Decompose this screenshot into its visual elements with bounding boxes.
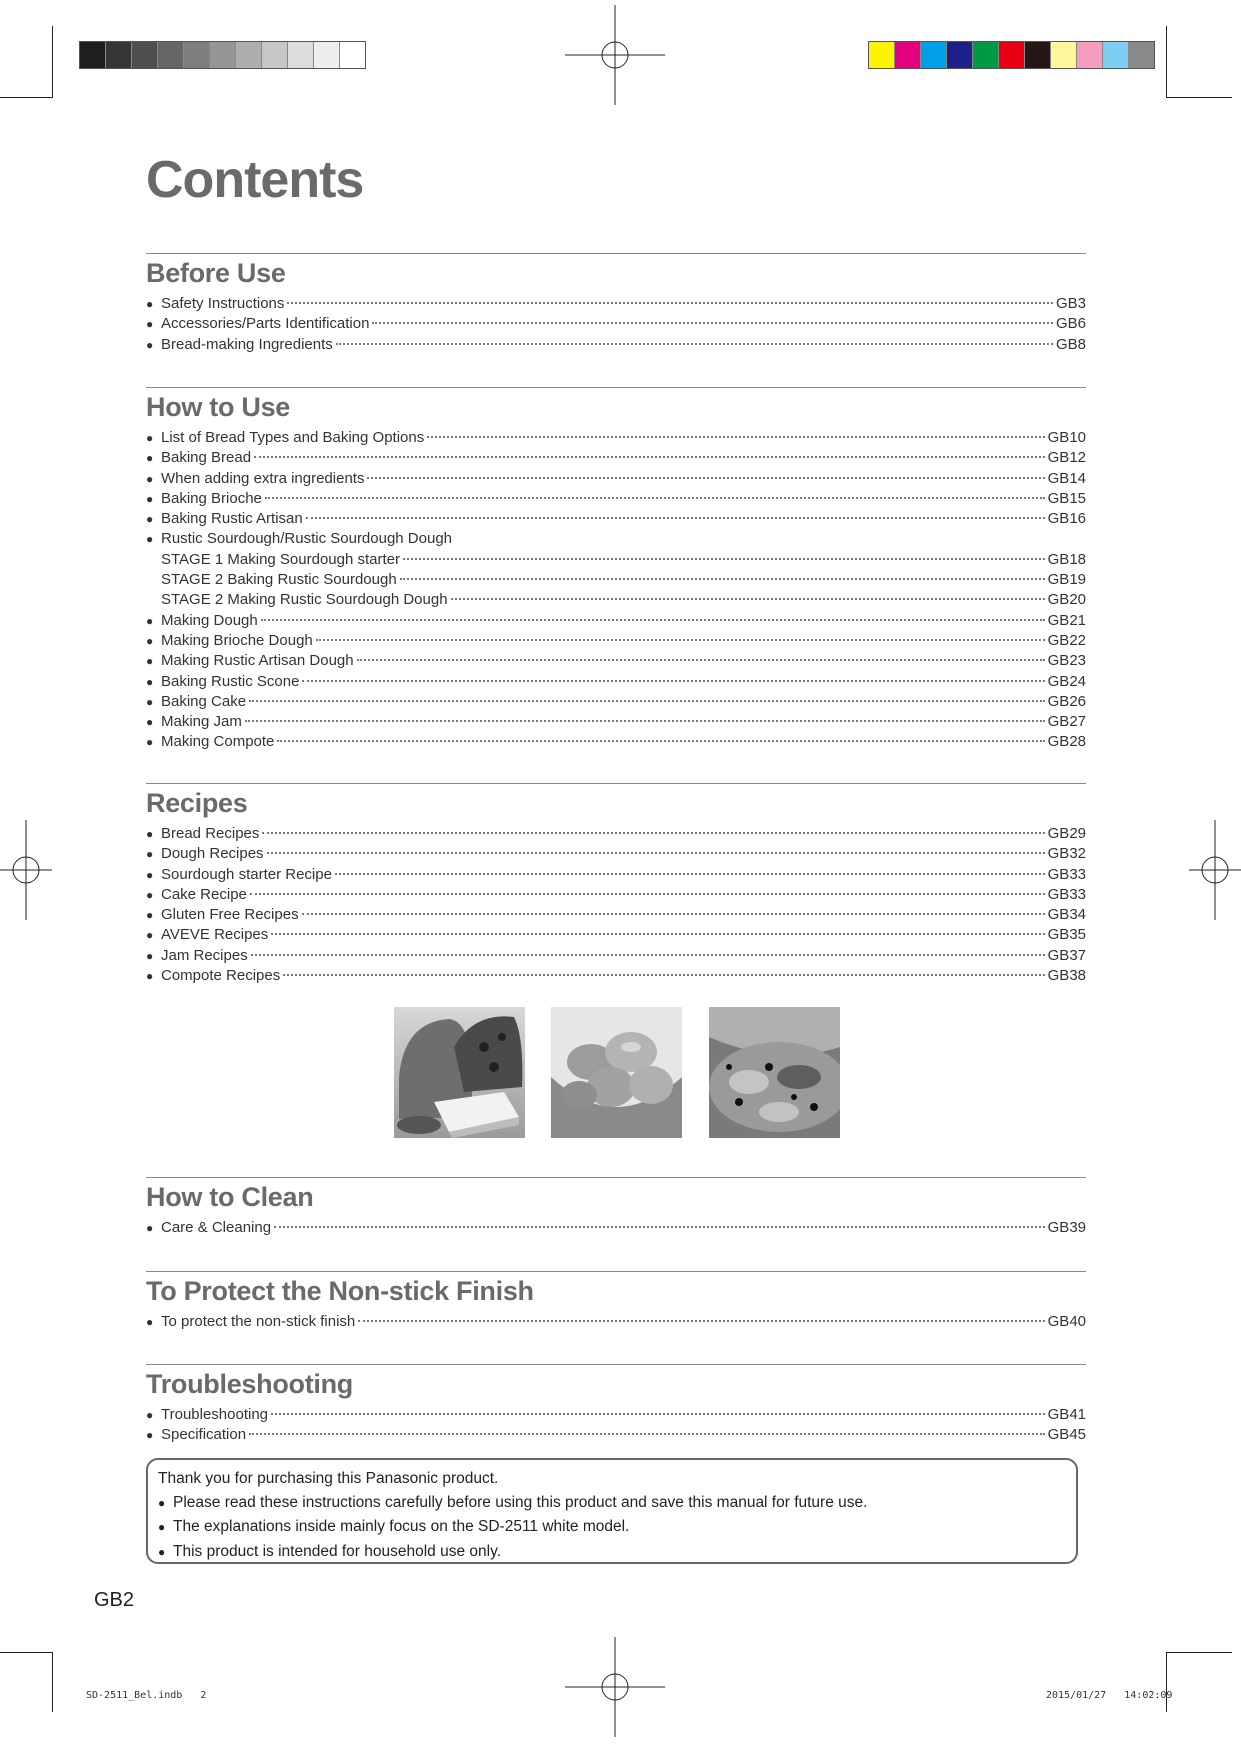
bullet-icon: ● (158, 1520, 166, 1534)
notice-point (158, 1540, 1066, 1565)
toc-entry-label: Gluten Free Recipes (161, 906, 299, 924)
toc-entry[interactable] (146, 1218, 1086, 1238)
bullet-icon: ● (146, 491, 154, 506)
toc-entry-page: GB14 (1047, 469, 1086, 487)
toc-entry-page: GB8 (1055, 335, 1086, 353)
toc-entry-page: GB24 (1047, 672, 1086, 690)
toc-entry-label: Jam Recipes (161, 946, 248, 964)
bullet-icon: ● (146, 471, 154, 486)
dot-leader (261, 619, 1045, 621)
dot-leader (302, 913, 1045, 915)
page-number: GB2 (94, 1589, 135, 1611)
toc-entry-page: GB6 (1055, 315, 1086, 333)
toc-entry-page: GB12 (1047, 449, 1086, 467)
dot-leader (427, 436, 1044, 438)
toc-entry-page: GB33 (1047, 865, 1086, 883)
notice-intro: Thank you for purchasing this Panasonic product. (158, 1470, 499, 1487)
toc-entry-label: Bread-making Ingredients (161, 335, 333, 353)
toc-entry-page: GB19 (1047, 571, 1086, 589)
toc-entry-page: GB35 (1047, 926, 1086, 944)
swatch (184, 42, 210, 68)
bullet-icon: ● (146, 948, 154, 963)
swatch (132, 42, 158, 68)
section-divider (146, 253, 1086, 254)
toc-entry-page: GB15 (1047, 489, 1086, 507)
section-recipes (146, 783, 1086, 986)
toc-entry-label: List of Bread Types and Baking Options (161, 429, 425, 446)
toc-entry[interactable] (146, 844, 1086, 864)
dot-leader (335, 873, 1045, 875)
toc-entry-label: STAGE 1 Making Sourdough starter (161, 550, 401, 568)
toc-entry[interactable] (146, 885, 1086, 905)
toc-entry-page: GB23 (1047, 652, 1086, 670)
toc-entry[interactable] (146, 529, 1086, 549)
bullet-icon: ● (146, 928, 154, 943)
toc-entry-page: GB41 (1047, 1406, 1086, 1423)
toc-entry-page: GB16 (1047, 510, 1086, 528)
dot-leader (262, 832, 1044, 834)
section-how-to-use (146, 387, 1086, 753)
dot-leader (271, 1413, 1045, 1415)
swatch (340, 42, 365, 68)
toc-entry[interactable] (146, 631, 1086, 651)
toc-entry-page: GB21 (1047, 611, 1086, 629)
bullet-icon: ● (146, 451, 154, 466)
bullet-icon: ● (146, 867, 154, 882)
toc-entry-page: GB37 (1047, 946, 1086, 964)
footer-timestamp: 2015/01/27 14:02:09 (1046, 1690, 1173, 1701)
dot-leader (316, 639, 1045, 641)
toc-entry[interactable] (146, 428, 1086, 448)
page-title: Contents (146, 151, 364, 209)
section-divider (146, 783, 1086, 784)
toc-entry[interactable] (146, 1312, 1086, 1332)
dot-leader (302, 680, 1044, 682)
toc-entry-label: Specification (161, 1426, 247, 1444)
toc-entry[interactable] (146, 509, 1086, 529)
toc-entry-label: Sourdough starter Recipe (161, 865, 332, 883)
swatch (210, 42, 236, 68)
toc-entry[interactable] (146, 651, 1086, 671)
dot-leader (306, 517, 1045, 519)
toc-entry-label: Troubleshooting (161, 1406, 269, 1423)
bullet-icon: ● (146, 654, 154, 669)
dot-leader (250, 893, 1045, 895)
toc-list (146, 294, 1086, 355)
toc-entry-page: GB32 (1047, 845, 1086, 863)
swatch (1051, 42, 1077, 68)
swatch (262, 42, 288, 68)
bullet-icon: ● (146, 887, 154, 902)
toc-entry-label: Dough Recipes (161, 845, 264, 863)
bullet-icon: ● (146, 512, 154, 527)
notice-box (146, 1458, 1078, 1564)
toc-entry[interactable] (146, 672, 1086, 692)
toc-entry-label: Cake Recipe (161, 885, 247, 903)
toc-entry-label: Making Compote (161, 733, 275, 751)
bullet-icon: ● (146, 674, 154, 689)
section-heading: Recipes (146, 788, 248, 818)
toc-entry-label: Compote Recipes (161, 967, 281, 985)
bullet-icon: ● (146, 694, 154, 709)
toc-entry-page: GB45 (1047, 1426, 1086, 1444)
section-non-stick (146, 1271, 1086, 1332)
section-divider (146, 387, 1086, 388)
toc-entry-label: Baking Rustic Artisan (161, 510, 303, 528)
dot-leader (251, 954, 1045, 956)
toc-entry-page: GB10 (1047, 429, 1086, 446)
toc-entry-label: Making Brioche Dough (161, 631, 313, 649)
dot-leader (367, 477, 1044, 479)
toc-entry[interactable] (146, 905, 1086, 925)
bullet-icon: ● (158, 1544, 166, 1559)
swatch (288, 42, 314, 68)
toc-entry-label: STAGE 2 Making Rustic Sourdough Dough (161, 591, 448, 609)
toc-entry-page: GB20 (1047, 591, 1086, 609)
toc-entry[interactable] (146, 865, 1086, 885)
bullet-icon: ● (146, 613, 154, 628)
bullet-icon: ● (146, 827, 154, 841)
toc-entry[interactable] (146, 692, 1086, 712)
dot-leader (283, 974, 1044, 976)
toc-entry-page: GB34 (1047, 906, 1086, 924)
toc-entry[interactable] (146, 448, 1086, 468)
bullet-icon: ● (146, 847, 154, 862)
dot-leader (403, 558, 1045, 560)
bullet-icon: ● (146, 297, 154, 311)
toc-entry[interactable] (146, 946, 1086, 966)
dot-leader (336, 343, 1053, 345)
toc-entry-label: STAGE 2 Baking Rustic Sourdough (161, 571, 397, 589)
dot-leader (357, 659, 1045, 661)
toc-list (146, 1218, 1086, 1238)
notice-point-text: Please read these instructions carefully before using this product and save this manual for future use. (173, 1493, 868, 1511)
toc-entry[interactable] (146, 925, 1086, 945)
registration-mark-right-icon (1189, 820, 1241, 920)
toc-entry[interactable] (146, 294, 1086, 314)
section-divider (146, 1364, 1086, 1365)
dot-leader (358, 1320, 1044, 1322)
toc-entry-label: Bread Recipes (161, 825, 260, 842)
toc-entry[interactable] (146, 712, 1086, 732)
toc-entry-label: Making Rustic Artisan Dough (161, 652, 354, 670)
swatch (158, 42, 184, 68)
registration-mark-left-icon (0, 820, 52, 920)
toc-entry-page: GB40 (1047, 1313, 1086, 1330)
section-heading: How to Use (146, 392, 291, 422)
toc-entry-page: GB33 (1047, 885, 1086, 903)
grayscale-calibration-bar (79, 41, 366, 69)
section-divider (146, 1271, 1086, 1272)
notice-point-text: This product is intended for household use only. (173, 1542, 501, 1560)
dot-leader (287, 302, 1053, 304)
toc-entry-label: Safety Instructions (161, 295, 285, 312)
toc-entry-label: Baking Bread (161, 449, 252, 467)
toc-entry[interactable] (146, 824, 1086, 844)
bullet-icon: ● (146, 337, 154, 352)
notice-point-text: The explanations inside mainly focus on the SD-2511 white model. (173, 1518, 630, 1535)
bullet-icon: ● (146, 532, 154, 547)
bullet-icon: ● (146, 715, 154, 730)
notice-list (158, 1491, 1066, 1565)
toc-entry[interactable] (146, 570, 1086, 590)
bread-rolls-basket-photo (551, 1007, 682, 1138)
dot-leader (451, 598, 1045, 600)
toc-list (146, 428, 1086, 753)
toc-entry[interactable] (146, 1405, 1086, 1425)
toc-entry[interactable] (146, 611, 1086, 631)
toc-entry-label: Making Dough (161, 611, 258, 629)
section-before-use (146, 253, 1086, 355)
notice-point (158, 1491, 1066, 1516)
dot-leader (400, 578, 1045, 580)
swatch (80, 42, 106, 68)
section-heading: To Protect the Non-stick Finish (146, 1276, 534, 1306)
toc-entry[interactable] (146, 590, 1086, 610)
bullet-icon: ● (146, 908, 154, 923)
toc-entry-label: Baking Cake (161, 692, 247, 710)
toc-entry[interactable] (146, 469, 1086, 489)
toc-entry-page: GB39 (1047, 1219, 1086, 1236)
swatch (236, 42, 262, 68)
toc-entry-label: Baking Brioche (161, 489, 262, 507)
toc-entry-label: Accessories/Parts Identification (161, 315, 370, 333)
dot-leader (265, 497, 1045, 499)
bread-loaves-photo (394, 1007, 525, 1138)
toc-entry[interactable] (146, 1425, 1086, 1445)
toc-entry-page: GB26 (1047, 692, 1086, 710)
dot-leader (254, 456, 1045, 458)
footer-file-name: SD-2511_Bel.indb 2 (86, 1690, 207, 1701)
swatch (1025, 42, 1051, 68)
toc-entry-page: GB3 (1055, 295, 1086, 312)
swatch (973, 42, 999, 68)
toc-list (146, 1405, 1086, 1446)
section-divider (146, 1177, 1086, 1178)
toc-entry-page: GB18 (1047, 550, 1086, 568)
swatch (106, 42, 132, 68)
toc-entry-page: GB28 (1047, 733, 1086, 751)
swatch (1129, 42, 1154, 68)
bullet-icon: ● (146, 1428, 154, 1443)
dot-leader (249, 700, 1045, 702)
toc-entry-label: To protect the non-stick finish (161, 1313, 356, 1330)
bullet-icon: ● (146, 1315, 154, 1329)
dot-leader (267, 852, 1045, 854)
swatch (1077, 42, 1103, 68)
section-heading: How to Clean (146, 1182, 314, 1212)
toc-list (146, 1312, 1086, 1332)
toc-entry[interactable] (146, 314, 1086, 334)
toc-list (146, 824, 1086, 986)
swatch (895, 42, 921, 68)
section-heading: Troubleshooting (146, 1369, 353, 1399)
toc-entry[interactable] (146, 489, 1086, 509)
swatch (1103, 42, 1129, 68)
swatch (314, 42, 340, 68)
toc-entry-page: GB27 (1047, 713, 1086, 731)
swatch (921, 42, 947, 68)
dot-leader (271, 933, 1044, 935)
toc-entry-page: GB22 (1047, 631, 1086, 649)
swatch (999, 42, 1025, 68)
toc-entry-label: AVEVE Recipes (161, 926, 269, 944)
section-troubleshooting (146, 1364, 1086, 1446)
swatch (869, 42, 895, 68)
toc-entry[interactable] (146, 335, 1086, 355)
registration-mark-bottom-icon (565, 1637, 665, 1737)
toc-entry-page: GB29 (1047, 825, 1086, 842)
toc-entry[interactable] (146, 550, 1086, 570)
toc-entry[interactable] (146, 966, 1086, 986)
bullet-icon: ● (146, 1408, 154, 1422)
toc-entry-label: Rustic Sourdough/Rustic Sourdough Dough (161, 530, 453, 548)
dot-leader (372, 322, 1053, 324)
bullet-icon: ● (146, 735, 154, 750)
color-calibration-bar (868, 41, 1155, 69)
bullet-icon: ● (146, 431, 154, 445)
section-how-to-clean (146, 1177, 1086, 1238)
toc-entry[interactable] (146, 732, 1086, 752)
pizza-photo (709, 1007, 840, 1138)
bullet-icon: ● (146, 317, 154, 332)
toc-entry-label: When adding extra ingredients (161, 469, 365, 487)
toc-entry-page: GB38 (1047, 967, 1086, 985)
bullet-icon: ● (146, 1221, 154, 1235)
bullet-icon: ● (146, 633, 154, 648)
swatch (947, 42, 973, 68)
bullet-icon: ● (158, 1495, 166, 1510)
toc-entry-label: Making Jam (161, 713, 242, 731)
dot-leader (245, 720, 1045, 722)
dot-leader (274, 1226, 1045, 1228)
dot-leader (249, 1433, 1045, 1435)
notice-point (158, 1515, 1066, 1540)
toc-entry-label: Care & Cleaning (161, 1219, 272, 1236)
dot-leader (277, 740, 1044, 742)
toc-entry-label: Baking Rustic Scone (161, 672, 300, 690)
section-heading: Before Use (146, 258, 286, 288)
bullet-icon: ● (146, 969, 154, 984)
registration-mark-top-icon (565, 5, 665, 105)
